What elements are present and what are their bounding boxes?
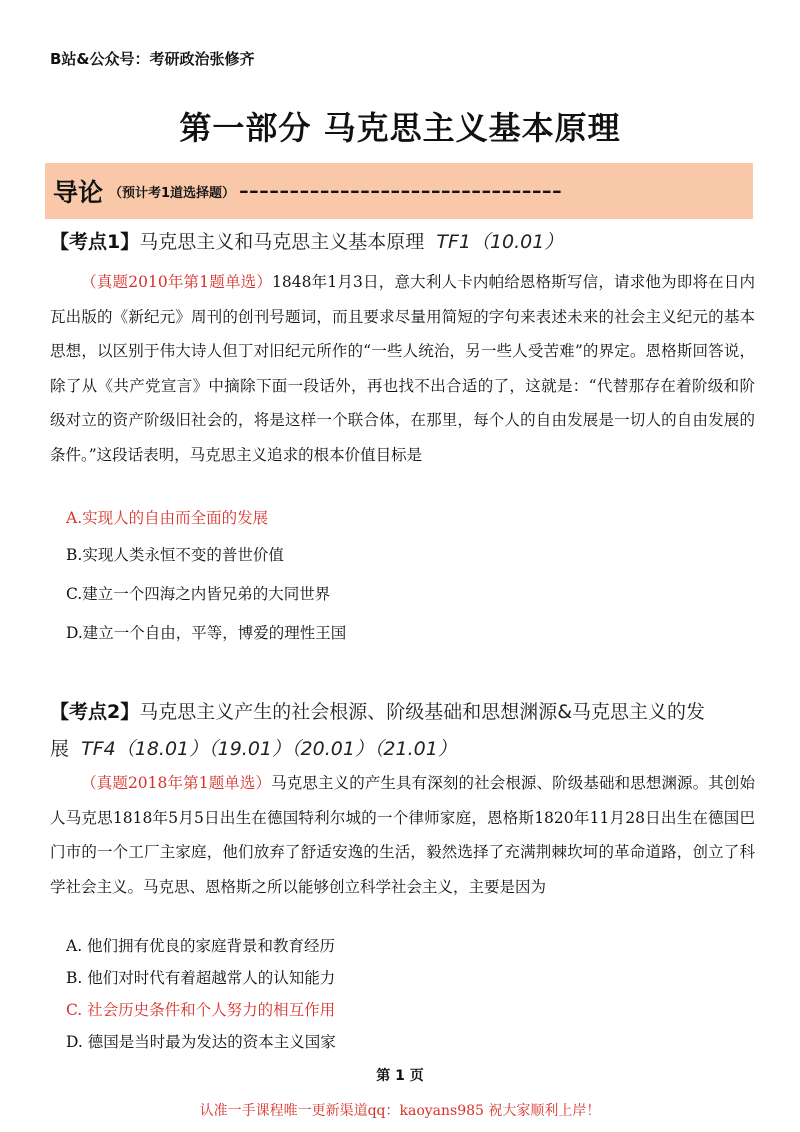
- kp2-option-c: C. 社会历史条件和个人努力的相互作用: [66, 1001, 336, 1019]
- kp1-source: （真题2010年第1题单选）: [81, 273, 273, 291]
- kp1-tag: 【考点1】: [50, 231, 140, 253]
- kp2-source: （真题2018年第1题单选）: [81, 774, 272, 792]
- section-subtitle: （预计考1道选择题）: [109, 185, 236, 201]
- kp2-question: [50, 766, 755, 904]
- kp1-option-a: A.实现人的自由而全面的发展: [66, 509, 269, 527]
- header-note: B站&公众号：考研政治张修齐: [50, 50, 255, 68]
- kp2-tag: 【考点2】: [50, 701, 140, 723]
- kp2-option-b: B. 他们对时代有着超越常人的认知能力: [66, 969, 336, 987]
- kp1-question: [50, 265, 755, 472]
- kp1-option-d: D.建立一个自由，平等，博爱的理性王国: [66, 624, 347, 642]
- kp1-title: 马克思主义和马克思主义基本原理: [139, 231, 425, 253]
- kp2-tf: TF4（18.01）（19.01）（20.01）（21.01）: [81, 738, 457, 760]
- section-dash-rule: ––––––––––––––––––––––––––––––––: [239, 180, 563, 202]
- kp2-title: 马克思主义产生的社会根源、阶级基础和思想渊源&马克思主义的发展: [50, 701, 706, 760]
- part-title: 第一部分 马克思主义基本原理: [179, 109, 621, 147]
- kp1-heading: [50, 224, 760, 261]
- footer-promo: 认准一手课程唯一更新渠道qq：kaoyans985 祝大家顺利上岸！: [199, 1103, 601, 1119]
- kp2-option-d: D. 德国是当时最为发达的资本主义国家: [66, 1033, 336, 1051]
- section-header-bar: [45, 163, 753, 219]
- kp2-heading: [50, 694, 760, 768]
- kp2-option-a: A. 他们拥有优良的家庭背景和教育经历: [66, 937, 336, 955]
- kp1-option-c: C.建立一个四海之内皆兄弟的大同世界: [66, 585, 331, 603]
- kp1-tf: TF1（10.01）: [436, 231, 564, 253]
- kp1-option-b: B.实现人类永恒不变的普世价值: [66, 546, 284, 564]
- kp1-question-text: 1848年1月3日，意大利人卡内帕给恩格斯写信，请求他为即将在日内瓦出版的《新纪元》周刊的创刊号题词，而且要求尽量用简短的字句来表述未来的社会主义纪元的基本思想，以区别于伟大诗人但丁对旧纪元所作的“一些人统治，另一些人受苦难”的界定。恩格斯回答说，除了从《共产党宣言》中摘除下面一段话外，再也找不出合适的了，这就是：“代替那存在着阶级和阶级对立的资产阶级旧社会的，将是这样一个联合体，在那里，每个人的自由发展是一切人的自由发展的条件。”这段话表明，马克思主义追求的根本价值目标是: [50, 273, 756, 464]
- page-number: 第 1 页: [376, 1068, 424, 1084]
- kp2-question-text: 马克思主义的产生具有深刻的社会根源、阶级基础和思想渊源。其创始人马克思1818年5月5日出生在德国特利尔城的一个律师家庭，恩格斯1820年11月28日出生在德国巴门市的一个工厂主家庭，他们放弃了舒适安逸的生活，毅然选择了充满荆棘坎坷的革命道路，创立了科学社会主义。马克思、恩格斯之所以能够创立科学社会主义，主要是因为: [50, 774, 755, 896]
- section-title: 导论: [53, 178, 104, 207]
